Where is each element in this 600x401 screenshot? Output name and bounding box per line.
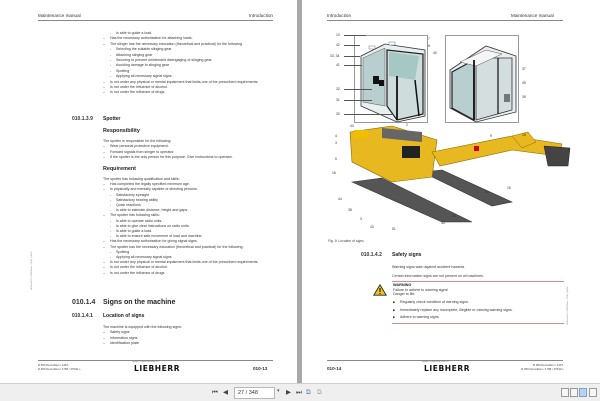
callout-label: 38 [348, 208, 352, 212]
warning-sticker-marker [474, 146, 479, 151]
page-left [0, 0, 297, 383]
callout-line [344, 56, 360, 57]
list-item: – Has completed the legally specified minimum age. [103, 182, 278, 187]
paste-icon[interactable]: ⧉ [317, 389, 322, 396]
copy-icon[interactable]: ⧉ [306, 389, 311, 396]
header-right: Maintenance manual [511, 13, 554, 18]
callout-label: 33, 34 [330, 54, 340, 58]
subheading-requirement: Requirement [103, 166, 136, 172]
section-number: 010.1.4.2 [361, 252, 382, 258]
callout-label: 16 [332, 171, 336, 175]
warning-action: ▶ Immediately replace any incomplete, illegible or missing warning signs. [393, 307, 563, 315]
page-number-input[interactable] [234, 387, 275, 399]
warning-action: ▶ Regularly check condition of warning signs. [393, 299, 563, 307]
callout-label: 4 [335, 134, 337, 138]
cab-figure-rear [445, 35, 519, 123]
list-item: – Is not under the influence of drugs. [103, 271, 278, 276]
liebherr-logo: LIEBHERR [134, 364, 181, 373]
responsibility-block [103, 139, 278, 161]
list-item: – Safety signs [103, 330, 278, 335]
warning-action: ▶ Adhere to warning signs. [393, 314, 563, 322]
footer-rule [38, 360, 273, 361]
footer-model-line: R 950 Demolition / 1467- [533, 363, 564, 367]
list-item: – Forward signals from slinger to operator. [103, 150, 278, 155]
warning-top-rule [392, 281, 564, 282]
callout-label: 7 [428, 37, 430, 41]
warning-triangle-icon [373, 284, 387, 296]
list-item: – Is not under any physical or mental impairment that limits one of the prescribed requirements. [103, 80, 273, 85]
list-item: - Is able to ensure safe movement of load and machine. [103, 234, 278, 239]
page-dropdown-chevron-icon[interactable]: ▾ [277, 388, 280, 394]
list-item: - Attaching slinging gear [103, 53, 273, 58]
list-item: – Is physically and mentally capable of directing persons. [103, 187, 278, 192]
header-rule [327, 20, 563, 21]
footer-model-line: R 950 Demolition / 1798 / 37540-/- [521, 366, 564, 371]
list-item: – Is not under the influence of alcohol. [103, 85, 273, 90]
callout-label: 41 [336, 63, 340, 67]
warning-line: Failure to adhere to warning signs! [393, 287, 449, 292]
paragraph: Certain information signs are not present on all machines. [392, 273, 484, 278]
subheading-responsibility: Responsibility [103, 128, 140, 134]
callout-label: 30 [336, 112, 340, 116]
callout-label: 44 [338, 197, 342, 201]
previous-page-button[interactable]: ◀ [223, 389, 228, 396]
callout-label: 2 [406, 123, 408, 127]
callout-label: 37 [522, 67, 526, 71]
list-item: - Spotting [103, 69, 273, 74]
view-two-page-button[interactable] [579, 388, 587, 397]
list-item: - Applying all necessary signal signs [103, 255, 278, 260]
callout-label: 43 [441, 221, 445, 225]
page-number: 010-13 [253, 366, 268, 371]
header-right: Introduction [248, 13, 273, 18]
view-continuous-button[interactable] [570, 388, 578, 397]
cab-illustration-icon [355, 36, 429, 124]
cab-illustration-icon [446, 36, 520, 124]
list-item: – Information signs [103, 336, 278, 341]
callout-label: 43 [370, 225, 374, 229]
callout-label: 39 [522, 95, 526, 99]
liebherr-logo: LIEBHERR [424, 364, 471, 373]
list-item: - Is able to operate radio units. [103, 219, 278, 224]
paragraph: The machine is equipped with the following signs: [103, 325, 182, 329]
footer-model-line: R 950 Demolition / 1467- [38, 363, 69, 367]
page-number: 010-14 [327, 366, 342, 371]
callout-line [344, 35, 366, 36]
warning-line: Danger to life. [393, 292, 416, 297]
excavator-illustration-icon [322, 122, 572, 232]
list-item: - Securing to prevent unintended disengaging of slinging gear [103, 58, 273, 63]
list-item: - Satisfactory hearing ability [103, 198, 278, 203]
callout-label: 49 [522, 81, 526, 85]
list-item: – Has the necessary authorisation for giving signal signs. [103, 239, 278, 244]
callout-label: 3 [335, 141, 337, 145]
footer-model [38, 364, 81, 371]
first-page-button[interactable]: ⏮ [212, 389, 218, 396]
footer-rule [327, 360, 563, 361]
footer-model [498, 364, 564, 371]
callout-line [344, 89, 372, 90]
callout-label: 31 [336, 98, 340, 102]
list-item: – Is not under the influence of alcohol. [103, 265, 278, 270]
cab-figure-front [354, 35, 428, 123]
callout-label: 35 [485, 190, 489, 194]
intro-list [103, 31, 273, 96]
footer-model-line: R 950 Demolition / 1798 / 37540-/- [38, 366, 81, 371]
figure-caption: Fig. 9: Location of signs [328, 239, 364, 243]
list-item: - Is able to estimate distance, height and gaps. [103, 208, 278, 213]
paragraph: The spotter is responsible for the following: [103, 139, 172, 143]
callout-line [344, 114, 394, 115]
callout-line [344, 100, 372, 101]
list-item: – The spotter has the necessary education (theoretical and practical) for the following: [103, 245, 278, 250]
list-item: - Spotting [103, 250, 278, 255]
section-number: 010.1.3.9 [72, 116, 93, 122]
callout-line [344, 65, 362, 66]
footer-copyright: copyright © Liebherr-France SAS 2017 [132, 362, 160, 363]
callout-label: 10 [336, 33, 340, 37]
warning-box [393, 283, 563, 322]
callout-label: 51 [392, 227, 396, 231]
warning-title: WARNING [393, 283, 412, 287]
last-page-button[interactable]: ⏭ [296, 389, 302, 396]
list-item: - Applying all necessary signal signs [103, 74, 273, 79]
callout-label: 9 [490, 134, 492, 138]
list-item: - Is able to guide a load. [103, 31, 273, 36]
list-item: - Quick reactions [103, 203, 278, 208]
callout-label: 42 [336, 43, 340, 47]
list-item: - Is able to guide a load. [103, 229, 278, 234]
header-rule [38, 20, 273, 21]
list-item: – Has the necessary authorisation for attaching loads. [103, 36, 273, 41]
list-item: – The slinger has the necessary education (theoretical and practical) for the following [103, 42, 273, 47]
list-item: – If the spotter is the only person for this purpose: Give instructions to operator. [103, 155, 278, 160]
header-left: Introduction [327, 13, 352, 18]
section-number: 010.1.4.1 [72, 313, 93, 319]
side-code: SFMxx010-0 / R950Dxxx / 0010_1402a [31, 251, 33, 290]
list-item: – Wear personal protective equipment. [103, 144, 278, 149]
section-number: 010.1.4 [72, 299, 96, 306]
safety-intro [392, 263, 562, 280]
side-code: SFMxx010-0 / R950Dxxx / 0010_1402b [567, 286, 569, 325]
list-item: – Is not under any physical or mental impairment that limits one of the prescribed requirements. [103, 260, 278, 265]
view-single-page-button[interactable] [561, 388, 569, 397]
list-item: – The spotter has following skills: [103, 213, 278, 218]
paragraph: Warning signs warn against accident hazards. [392, 265, 466, 269]
list-item: - Avoiding damage to slinging gear [103, 63, 273, 68]
callout-label: 3 [360, 217, 362, 221]
callout-label: 5 [335, 157, 337, 161]
callout-label: 32 [336, 87, 340, 91]
callout-label: 15 [507, 186, 511, 190]
view-two-page-continuous-button[interactable] [589, 388, 597, 397]
next-page-button[interactable]: ▶ [286, 389, 291, 396]
warning-bottom-rule [392, 323, 564, 324]
page-right [302, 0, 600, 383]
list-item: - Selecting the suitable slinging gear [103, 47, 273, 52]
callout-label: 8 [428, 44, 430, 48]
callout-label: 40 [433, 51, 437, 55]
list-item: - Is able to give clear instructions on radio units. [103, 224, 278, 229]
header-left: Maintenance manual [38, 13, 81, 18]
paragraph: The spotter has following qualification and skills: [103, 177, 180, 181]
callout-label: 36 [452, 214, 456, 218]
section-title: Spotter [103, 116, 121, 122]
requirement-block [103, 177, 278, 276]
section-title: Location of signs [103, 313, 145, 319]
footer-copyright: copyright © Liebherr-France SAS 2017 [422, 362, 450, 363]
callout-label: 44 [350, 124, 354, 128]
list-item: – Identification plate [103, 341, 278, 346]
list-item: - Satisfactory eyesight [103, 193, 278, 198]
navigation-toolbar [0, 383, 600, 401]
section-title: Signs on the machine [103, 299, 176, 306]
section-title: Safety signs [392, 252, 422, 258]
list-item: – Is not under the influence of drugs. [103, 90, 273, 95]
location-block [103, 325, 278, 347]
callout-label: 16 [522, 133, 526, 137]
callout-line [344, 45, 360, 46]
